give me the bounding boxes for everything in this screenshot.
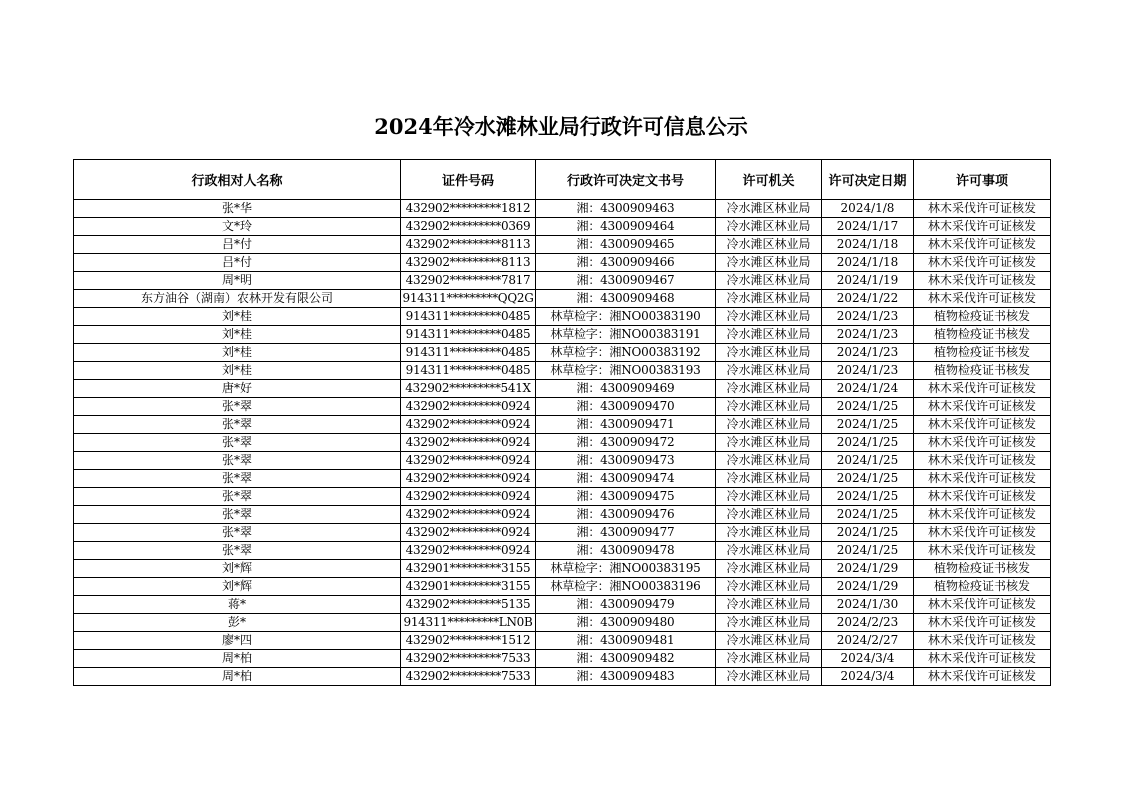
applicant-name-cell: 张*翠 [74,524,401,542]
id-number-cell: 432901*********3155 [401,560,536,578]
table-row [74,560,1051,578]
licensing-authority-cell: 冷水滩区林业局 [716,218,822,236]
decision-doc-number-cell: 湘：4300909473 [536,452,716,470]
id-number-cell: 432902*********0924 [401,524,536,542]
applicant-name-cell: 刘*桂 [74,362,401,380]
table-row [74,344,1051,362]
decision-doc-number-cell: 林草检字：湘NO00383191 [536,326,716,344]
permit-matter-cell: 林木采伐许可证核发 [914,254,1051,272]
licensing-authority-cell: 冷水滩区林业局 [716,560,822,578]
table-row [74,308,1051,326]
id-number-cell: 432902*********8113 [401,236,536,254]
decision-doc-number-cell: 湘：4300909469 [536,380,716,398]
decision-doc-number-cell: 林草检字：湘NO00383195 [536,560,716,578]
table-row [74,434,1051,452]
licensing-authority-cell: 冷水滩区林业局 [716,398,822,416]
applicant-name-cell: 刘*辉 [74,560,401,578]
licensing-authority-cell: 冷水滩区林业局 [716,488,822,506]
decision-doc-number-cell: 湘：4300909467 [536,272,716,290]
licensing-authority-cell: 冷水滩区林业局 [716,380,822,398]
decision-doc-number-cell: 湘：4300909464 [536,218,716,236]
decision-date-cell: 2024/2/27 [822,632,914,650]
decision-doc-number-cell: 湘：4300909477 [536,524,716,542]
licensing-authority-cell: 冷水滩区林业局 [716,470,822,488]
decision-date-cell: 2024/1/25 [822,452,914,470]
decision-doc-number-cell: 湘：4300909472 [536,434,716,452]
permit-matter-cell: 林木采伐许可证核发 [914,470,1051,488]
decision-doc-number-cell: 湘：4300909466 [536,254,716,272]
applicant-name-cell: 文*玲 [74,218,401,236]
applicant-name-cell: 周*柏 [74,668,401,686]
id-number-cell: 914311*********QQ2G [401,290,536,308]
decision-date-cell: 2024/1/25 [822,506,914,524]
licensing-authority-cell: 冷水滩区林业局 [716,668,822,686]
decision-date-cell: 2024/3/4 [822,668,914,686]
permit-table [73,159,1051,686]
table-row [74,236,1051,254]
id-number-cell: 432902*********1512 [401,632,536,650]
applicant-name-cell: 吕*付 [74,236,401,254]
table-row [74,614,1051,632]
id-number-cell: 432902*********7533 [401,668,536,686]
applicant-name-cell: 彭* [74,614,401,632]
table-row [74,398,1051,416]
id-number-cell: 432902*********7533 [401,650,536,668]
applicant-name-cell: 张*翠 [74,542,401,560]
decision-date-cell: 2024/1/18 [822,236,914,254]
id-number-cell: 432902*********0369 [401,218,536,236]
licensing-authority-cell: 冷水滩区林业局 [716,272,822,290]
id-number-cell: 914311*********LN0B [401,614,536,632]
id-number-cell: 914311*********0485 [401,362,536,380]
permit-matter-cell: 林木采伐许可证核发 [914,200,1051,218]
decision-doc-number-cell: 湘：4300909463 [536,200,716,218]
id-number-cell: 432902*********0924 [401,470,536,488]
header-permit-matter: 许可事项 [914,160,1051,200]
decision-doc-number-cell: 林草检字：湘NO00383192 [536,344,716,362]
licensing-authority-cell: 冷水滩区林业局 [716,254,822,272]
applicant-name-cell: 张*翠 [74,506,401,524]
header-decision-doc-number: 行政许可决定文书号 [536,160,716,200]
decision-date-cell: 2024/1/25 [822,524,914,542]
decision-doc-number-cell: 湘：4300909470 [536,398,716,416]
permit-matter-cell: 林木采伐许可证核发 [914,380,1051,398]
applicant-name-cell: 廖*四 [74,632,401,650]
table-row [74,632,1051,650]
table-row [74,668,1051,686]
header-licensing-authority: 许可机关 [716,160,822,200]
table-row [74,362,1051,380]
applicant-name-cell: 刘*桂 [74,308,401,326]
table-row [74,272,1051,290]
applicant-name-cell: 刘*辉 [74,578,401,596]
permit-matter-cell: 林木采伐许可证核发 [914,434,1051,452]
permit-matter-cell: 林木采伐许可证核发 [914,398,1051,416]
applicant-name-cell: 周*明 [74,272,401,290]
table-header-row [74,160,1051,200]
decision-date-cell: 2024/1/8 [822,200,914,218]
licensing-authority-cell: 冷水滩区林业局 [716,200,822,218]
id-number-cell: 432902*********0924 [401,488,536,506]
table-row [74,650,1051,668]
licensing-authority-cell: 冷水滩区林业局 [716,362,822,380]
table-row [74,488,1051,506]
decision-doc-number-cell: 湘：4300909475 [536,488,716,506]
header-id-number: 证件号码 [401,160,536,200]
permit-matter-cell: 林木采伐许可证核发 [914,506,1051,524]
decision-doc-number-cell: 湘：4300909474 [536,470,716,488]
decision-date-cell: 2024/1/25 [822,434,914,452]
permit-matter-cell: 林木采伐许可证核发 [914,614,1051,632]
licensing-authority-cell: 冷水滩区林业局 [716,236,822,254]
id-number-cell: 432902*********8113 [401,254,536,272]
table-row [74,218,1051,236]
permit-matter-cell: 林木采伐许可证核发 [914,542,1051,560]
id-number-cell: 432902*********0924 [401,506,536,524]
decision-date-cell: 2024/1/25 [822,542,914,560]
table-row [74,542,1051,560]
id-number-cell: 432902*********0924 [401,452,536,470]
page-title: 2024年冷水滩林业局行政许可信息公示 [374,114,748,139]
licensing-authority-cell: 冷水滩区林业局 [716,326,822,344]
decision-date-cell: 2024/1/25 [822,398,914,416]
licensing-authority-cell: 冷水滩区林业局 [716,596,822,614]
decision-date-cell: 2024/2/23 [822,614,914,632]
applicant-name-cell: 张*华 [74,200,401,218]
decision-doc-number-cell: 湘：4300909481 [536,632,716,650]
header-applicant-name: 行政相对人名称 [74,160,401,200]
licensing-authority-cell: 冷水滩区林业局 [716,344,822,362]
licensing-authority-cell: 冷水滩区林业局 [716,578,822,596]
table-body [74,200,1051,686]
table-row [74,506,1051,524]
decision-doc-number-cell: 湘：4300909476 [536,506,716,524]
licensing-authority-cell: 冷水滩区林业局 [716,632,822,650]
id-number-cell: 432902*********5135 [401,596,536,614]
applicant-name-cell: 刘*桂 [74,344,401,362]
id-number-cell: 432902*********0924 [401,542,536,560]
permit-matter-cell: 植物检疫证书核发 [914,308,1051,326]
decision-date-cell: 2024/1/19 [822,272,914,290]
applicant-name-cell: 张*翠 [74,398,401,416]
licensing-authority-cell: 冷水滩区林业局 [716,416,822,434]
id-number-cell: 914311*********0485 [401,344,536,362]
applicant-name-cell: 张*翠 [74,452,401,470]
decision-doc-number-cell: 湘：4300909482 [536,650,716,668]
applicant-name-cell: 张*翠 [74,416,401,434]
licensing-authority-cell: 冷水滩区林业局 [716,290,822,308]
decision-date-cell: 2024/3/4 [822,650,914,668]
table-row [74,452,1051,470]
permit-matter-cell: 林木采伐许可证核发 [914,416,1051,434]
applicant-name-cell: 蒋* [74,596,401,614]
permit-matter-cell: 植物检疫证书核发 [914,560,1051,578]
decision-doc-number-cell: 湘：4300909483 [536,668,716,686]
permit-matter-cell: 林木采伐许可证核发 [914,452,1051,470]
decision-date-cell: 2024/1/25 [822,416,914,434]
decision-date-cell: 2024/1/29 [822,560,914,578]
table-row [74,254,1051,272]
decision-doc-number-cell: 湘：4300909479 [536,596,716,614]
licensing-authority-cell: 冷水滩区林业局 [716,308,822,326]
decision-date-cell: 2024/1/18 [822,254,914,272]
decision-date-cell: 2024/1/23 [822,326,914,344]
permit-matter-cell: 林木采伐许可证核发 [914,488,1051,506]
applicant-name-cell: 东方油谷（湖南）农林开发有限公司 [74,290,401,308]
permit-matter-cell: 林木采伐许可证核发 [914,596,1051,614]
id-number-cell: 432902*********0924 [401,398,536,416]
id-number-cell: 432902*********541X [401,380,536,398]
id-number-cell: 432902*********0924 [401,416,536,434]
permit-matter-cell: 林木采伐许可证核发 [914,668,1051,686]
table-row [74,578,1051,596]
table-row [74,380,1051,398]
permit-matter-cell: 林木采伐许可证核发 [914,218,1051,236]
decision-date-cell: 2024/1/23 [822,362,914,380]
table-row [74,290,1051,308]
licensing-authority-cell: 冷水滩区林业局 [716,434,822,452]
licensing-authority-cell: 冷水滩区林业局 [716,524,822,542]
id-number-cell: 432902*********1812 [401,200,536,218]
decision-doc-number-cell: 湘：4300909471 [536,416,716,434]
table-row [74,596,1051,614]
applicant-name-cell: 张*翠 [74,470,401,488]
decision-date-cell: 2024/1/17 [822,218,914,236]
applicant-name-cell: 周*柏 [74,650,401,668]
decision-doc-number-cell: 林草检字：湘NO00383196 [536,578,716,596]
licensing-authority-cell: 冷水滩区林业局 [716,506,822,524]
decision-date-cell: 2024/1/24 [822,380,914,398]
decision-doc-number-cell: 湘：4300909468 [536,290,716,308]
table-row [74,326,1051,344]
licensing-authority-cell: 冷水滩区林业局 [716,614,822,632]
table-row [74,416,1051,434]
header-decision-date: 许可决定日期 [822,160,914,200]
permit-matter-cell: 植物检疫证书核发 [914,344,1051,362]
licensing-authority-cell: 冷水滩区林业局 [716,542,822,560]
id-number-cell: 432901*********3155 [401,578,536,596]
decision-doc-number-cell: 湘：4300909480 [536,614,716,632]
decision-date-cell: 2024/1/30 [822,596,914,614]
decision-doc-number-cell: 湘：4300909478 [536,542,716,560]
id-number-cell: 914311*********0485 [401,308,536,326]
applicant-name-cell: 吕*付 [74,254,401,272]
id-number-cell: 432902*********0924 [401,434,536,452]
decision-date-cell: 2024/1/23 [822,344,914,362]
permit-matter-cell: 林木采伐许可证核发 [914,632,1051,650]
applicant-name-cell: 张*翠 [74,488,401,506]
table-row [74,524,1051,542]
decision-date-cell: 2024/1/29 [822,578,914,596]
permit-matter-cell: 林木采伐许可证核发 [914,524,1051,542]
permit-matter-cell: 植物检疫证书核发 [914,326,1051,344]
decision-doc-number-cell: 林草检字：湘NO00383193 [536,362,716,380]
permit-matter-cell: 林木采伐许可证核发 [914,650,1051,668]
decision-date-cell: 2024/1/23 [822,308,914,326]
permit-matter-cell: 林木采伐许可证核发 [914,290,1051,308]
decision-date-cell: 2024/1/25 [822,470,914,488]
id-number-cell: 432902*********7817 [401,272,536,290]
decision-date-cell: 2024/1/25 [822,488,914,506]
decision-doc-number-cell: 湘：4300909465 [536,236,716,254]
permit-matter-cell: 林木采伐许可证核发 [914,236,1051,254]
licensing-authority-cell: 冷水滩区林业局 [716,452,822,470]
decision-doc-number-cell: 林草检字：湘NO00383190 [536,308,716,326]
applicant-name-cell: 刘*桂 [74,326,401,344]
decision-date-cell: 2024/1/22 [822,290,914,308]
permit-matter-cell: 林木采伐许可证核发 [914,272,1051,290]
table-row [74,200,1051,218]
applicant-name-cell: 张*翠 [74,434,401,452]
id-number-cell: 914311*********0485 [401,326,536,344]
permit-matter-cell: 植物检疫证书核发 [914,578,1051,596]
applicant-name-cell: 唐*好 [74,380,401,398]
licensing-authority-cell: 冷水滩区林业局 [716,650,822,668]
table-row [74,470,1051,488]
permit-matter-cell: 植物检疫证书核发 [914,362,1051,380]
